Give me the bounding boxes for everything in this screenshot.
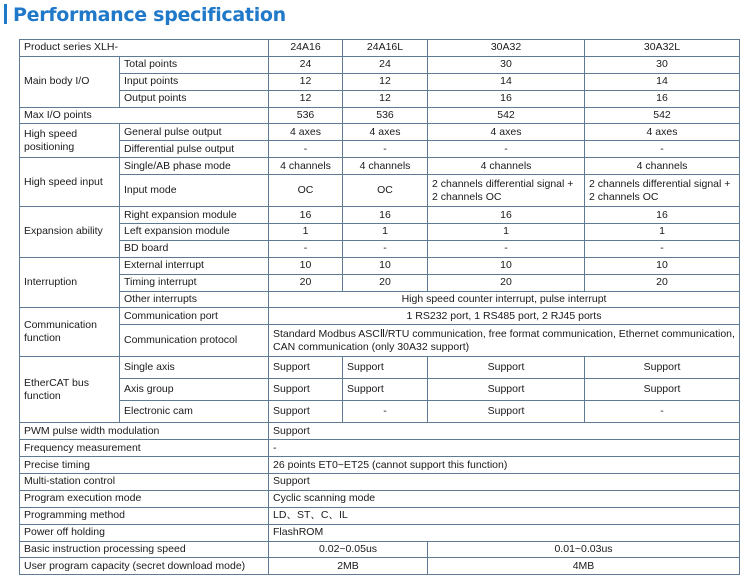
table-cell: - [585,240,740,257]
table-cell: Support [269,401,343,423]
table-row [20,141,740,158]
table-cell: 4 channels [585,158,740,175]
row-label: Basic instruction processing speed [20,541,269,558]
table-cell: High speed counter interrupt, pulse interrupt [269,291,740,308]
row-sub-label: Single axis [120,357,269,379]
row-label: Power off holding [20,524,269,541]
table-cell: Support [269,423,740,440]
table-cell: 536 [269,107,343,124]
table-row [20,124,740,141]
table-cell: - [343,141,428,158]
table-cell: Support [269,474,740,491]
table-cell: 4 channels [343,158,428,175]
row-group-label: EtherCAT bus function [20,357,120,423]
table-cell: 0.01~0.03us [428,541,740,558]
table-row [20,291,740,308]
row-sub-label: BD board [120,240,269,257]
row-label: User program capacity (secret download mode) [20,558,269,575]
table-row [20,73,740,90]
row-label: Precise timing [20,457,269,474]
table-cell: 1 [585,224,740,241]
table-cell: - [428,141,585,158]
table-cell: 20 [428,274,585,291]
table-cell: Cyclic scanning mode [269,490,740,507]
table-cell: 10 [269,257,343,274]
row-sub-label: Left expansion module [120,224,269,241]
row-label: Frequency measurement [20,440,269,457]
table-cell: 0.02~0.05us [269,541,428,558]
table-row [20,90,740,107]
row-sub-label: Single/AB phase mode [120,158,269,175]
table-row [20,490,740,507]
table-cell: 12 [343,90,428,107]
table-cell: 12 [269,90,343,107]
table-row [20,257,740,274]
table-cell: 26 points ET0~ET25 (cannot support this function) [269,457,740,474]
table-row [20,423,740,440]
model-header: 30A32 [428,40,585,57]
table-cell: OC [269,175,343,207]
table-cell: 4 axes [269,124,343,141]
table-cell: 542 [585,107,740,124]
table-cell: OC [343,175,428,207]
table-cell: 10 [585,257,740,274]
page-title [4,4,286,28]
row-label: Multi-station control [20,474,269,491]
table-row [20,207,740,224]
table-cell: 14 [428,73,585,90]
row-group-label: High speed positioning [20,124,120,158]
table-cell: 2 channels differential signal + 2 channels OC [428,175,585,207]
table-cell: Support [269,357,343,379]
table-cell: 4 channels [428,158,585,175]
table-row [20,325,740,357]
table-cell: Support [343,357,428,379]
table-cell: Support [428,379,585,401]
table-cell: 16 [585,90,740,107]
table-cell: 4MB [428,558,740,575]
row-sub-label: Communication protocol [120,325,269,357]
row-group-label: High speed input [20,158,120,207]
table-cell: LD、ST、C、IL [269,507,740,524]
table-row [20,158,740,175]
table-cell: Support [428,357,585,379]
table-cell: - [343,401,428,423]
table-row [20,56,740,73]
table-row [20,541,740,558]
model-header: 30A32L [585,40,740,57]
page-title-text: Performance specification [13,4,286,26]
table-row [20,107,740,124]
table-cell: 10 [428,257,585,274]
table-row [20,558,740,575]
row-sub-label: Output points [120,90,269,107]
table-cell: - [269,440,740,457]
table-cell: 30 [428,56,585,73]
table-cell: Support [428,401,585,423]
table-row [20,457,740,474]
table-cell: 16 [269,207,343,224]
table-cell: 4 axes [428,124,585,141]
table-cell: Standard Modbus ASCⅡ/RTU communication, free format communication, Ethernet communication, CAN communication (only 30A32 support) [269,325,740,357]
table-cell: 30 [585,56,740,73]
row-sub-label: Right expansion module [120,207,269,224]
table-cell: 1 [269,224,343,241]
table-cell: 12 [343,73,428,90]
row-sub-label: General pulse output [120,124,269,141]
table-cell: 10 [343,257,428,274]
table-header-row [20,40,740,57]
table-row [20,308,740,325]
table-row [20,274,740,291]
table-row [20,224,740,241]
row-sub-label: Timing interrupt [120,274,269,291]
table-cell: 16 [585,207,740,224]
table-cell: 16 [428,90,585,107]
table-row [20,357,740,379]
row-sub-label: Total points [120,56,269,73]
table-cell: 20 [343,274,428,291]
table-row [20,524,740,541]
spec-table [19,39,740,575]
row-group-label: Communication function [20,308,120,357]
row-group-label: Expansion ability [20,207,120,258]
model-header: 24A16L [343,40,428,57]
row-sub-label: Communication port [120,308,269,325]
table-cell: Support [585,357,740,379]
table-row [20,401,740,423]
table-cell: 1 [428,224,585,241]
row-label: PWM pulse width modulation [20,423,269,440]
table-cell: Support [585,379,740,401]
row-label: Max I/O points [20,107,269,124]
table-cell: 24 [343,56,428,73]
row-sub-label: Other interrupts [120,291,269,308]
table-cell: 24 [269,56,343,73]
row-label: Program execution mode [20,490,269,507]
row-sub-label: Differential pulse output [120,141,269,158]
table-cell: 4 channels [269,158,343,175]
table-cell: 20 [269,274,343,291]
table-cell: 1 [343,224,428,241]
table-cell: - [585,401,740,423]
table-cell: 14 [585,73,740,90]
table-cell: 20 [585,274,740,291]
row-sub-label: Axis group [120,379,269,401]
table-cell: 4 axes [343,124,428,141]
product-series-header: Product series XLH- [20,40,269,57]
row-label: Programming method [20,507,269,524]
table-cell: - [585,141,740,158]
table-row [20,440,740,457]
table-cell: 4 axes [585,124,740,141]
table-cell: - [343,240,428,257]
table-cell: 1 RS232 port, 1 RS485 port, 2 RJ45 ports [269,308,740,325]
table-cell: FlashROM [269,524,740,541]
table-cell: 16 [343,207,428,224]
row-sub-label: Input points [120,73,269,90]
table-row [20,379,740,401]
table-cell: 2 channels differential signal + 2 channels OC [585,175,740,207]
table-cell: Support [343,379,428,401]
table-row [20,175,740,207]
row-group-label: Main body I/O [20,56,120,107]
table-cell: 16 [428,207,585,224]
table-row [20,507,740,524]
row-sub-label: Electronic cam [120,401,269,423]
table-cell: Support [269,379,343,401]
table-cell: 12 [269,73,343,90]
model-header: 24A16 [269,40,343,57]
row-group-label: Interruption [20,257,120,308]
row-sub-label: External interrupt [120,257,269,274]
row-sub-label: Input mode [120,175,269,207]
table-cell: 536 [343,107,428,124]
table-row [20,240,740,257]
table-row [20,474,740,491]
table-cell: - [269,141,343,158]
table-cell: - [428,240,585,257]
table-cell: 2MB [269,558,428,575]
title-accent-bar [4,4,7,24]
table-cell: 542 [428,107,585,124]
table-cell: - [269,240,343,257]
